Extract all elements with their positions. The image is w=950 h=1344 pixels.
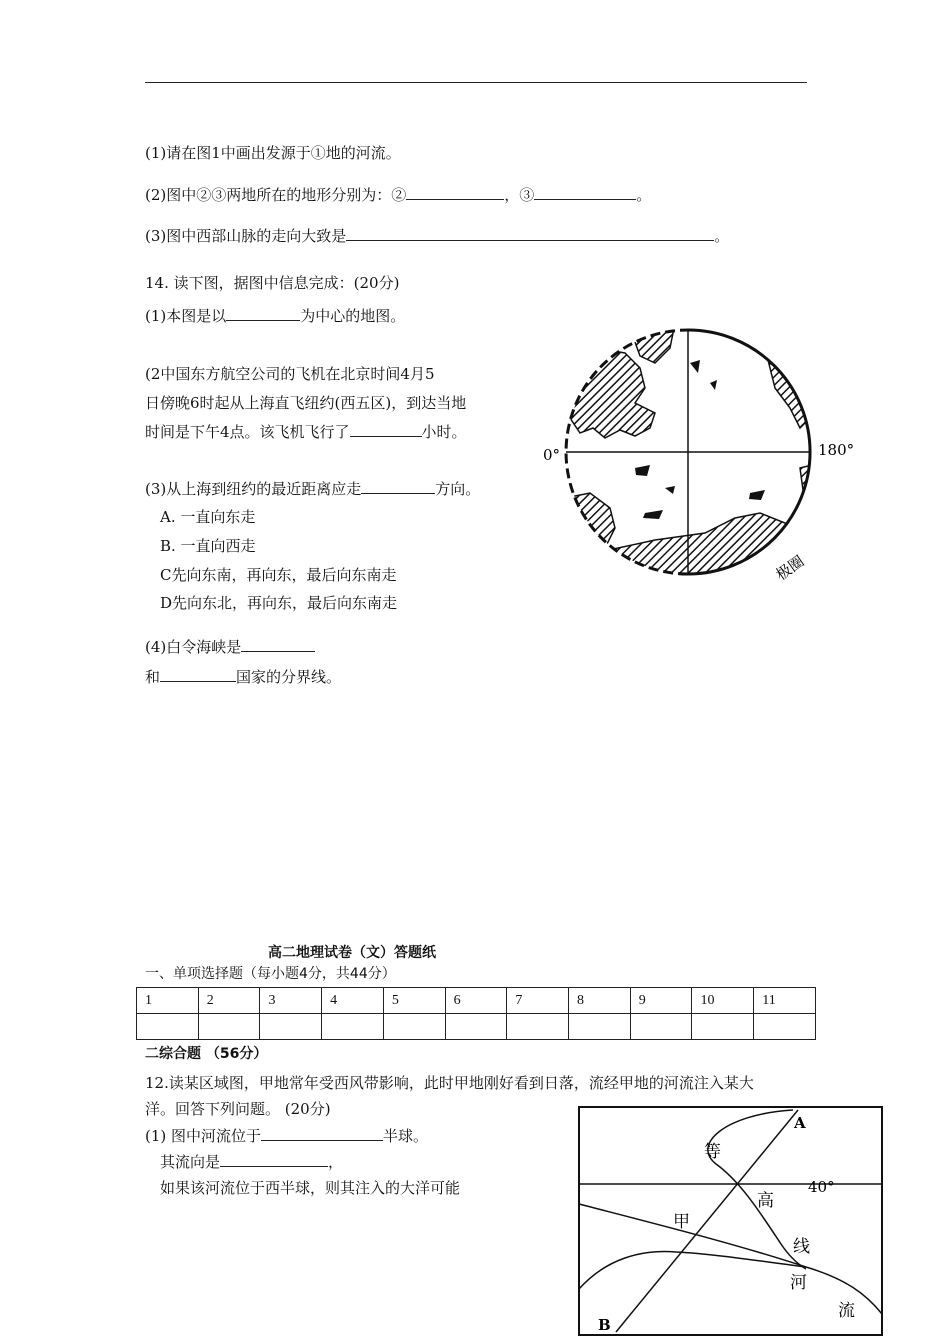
- label-b: B: [598, 1316, 611, 1334]
- question-2-end: 。: [636, 186, 652, 204]
- question-14-part-2-line-1: (2中国东方航空公司的飞机在北京时间4月5: [145, 365, 435, 383]
- question-3: [145, 226, 729, 246]
- answer-cell[interactable]: [507, 1014, 569, 1040]
- answer-blank[interactable]: [261, 1126, 383, 1141]
- answer-cell[interactable]: [692, 1014, 754, 1040]
- question-2-prefix: (2)图中②③两地所在的地形分别为：②: [145, 186, 407, 204]
- question-2-mid: ，③: [504, 186, 535, 204]
- label-gao: 高: [757, 1191, 774, 1211]
- question-14-part-2-line-2: 日傍晚6时起从上海直飞纽约(西五区)，到达当地: [145, 394, 467, 412]
- label-xian: 线: [793, 1237, 810, 1257]
- question-number: 3: [260, 988, 322, 1014]
- question-1: (1)请在图1中画出发源于①地的河流。: [145, 144, 401, 162]
- region-map: [576, 1104, 886, 1340]
- answer-cell[interactable]: [445, 1014, 507, 1040]
- question-number: 5: [383, 988, 445, 1014]
- question-number: 10: [692, 988, 754, 1014]
- answer-blank[interactable]: [361, 479, 435, 494]
- map-frame: [579, 1107, 882, 1335]
- question-12-part-1-ocean: 如果该河流位于西半球，则其注入的大洋可能: [160, 1179, 461, 1197]
- part-4-prefix: (4)白令海峡是: [145, 638, 242, 656]
- question-12-line-1: 12.读某区域图，甲地常年受西风带影响，此时甲地刚好看到日落，流经甲地的河流注入某大: [145, 1074, 754, 1092]
- question-3-end: 。: [714, 227, 730, 245]
- label-40-degree: 40°: [808, 1178, 835, 1196]
- question-number: 2: [198, 988, 260, 1014]
- section-1-heading: 一、单项选择题（每小题4分，共44分）: [145, 966, 396, 982]
- question-3-prefix: (3)图中西部山脉的走向大致是: [145, 227, 347, 245]
- answer-blank[interactable]: [160, 667, 236, 682]
- answer-cell[interactable]: [569, 1014, 631, 1040]
- question-12-part-1: [145, 1126, 428, 1146]
- label-180-degree: 180°: [818, 441, 855, 459]
- question-14-part-3: [145, 479, 480, 499]
- answer-sheet-title: 高二地理试卷（文）答题纸: [268, 945, 436, 961]
- question-number: 11: [754, 988, 816, 1014]
- question-14-part-4-line-2: [145, 667, 341, 687]
- answer-cell[interactable]: [630, 1014, 692, 1040]
- question-number: 1: [137, 988, 199, 1014]
- question-14-part-4-line-1: [145, 637, 315, 657]
- question-number: 7: [507, 988, 569, 1014]
- answer-blank[interactable]: [226, 306, 300, 321]
- part-4-and: 和: [145, 668, 161, 686]
- part-3-prefix: (3)从上海到纽约的最近距离应走: [145, 480, 362, 498]
- part-1-suffix: 半球。: [383, 1127, 429, 1145]
- part-3-suffix: 方向。: [435, 480, 481, 498]
- question-12-part-1-flow: [160, 1152, 343, 1172]
- label-he: 河: [790, 1273, 807, 1293]
- question-12-line-2: 洋。回答下列问题。 (20分): [145, 1100, 331, 1118]
- question-number: 4: [322, 988, 384, 1014]
- option-c[interactable]: C先向东南，再向东，最后向东南走: [160, 566, 397, 584]
- part-1-prefix: (1)本图是以: [145, 307, 227, 325]
- part-2-suffix: 小时。: [421, 423, 467, 441]
- part-4-suffix: 国家的分界线。: [236, 668, 342, 686]
- question-number: 8: [569, 988, 631, 1014]
- answer-blank[interactable]: [350, 422, 422, 437]
- answer-blank[interactable]: [406, 185, 504, 200]
- label-polar-circle: 极圈: [772, 552, 808, 584]
- question-number: 9: [630, 988, 692, 1014]
- question-14-part-2-line-3: [145, 422, 467, 442]
- answer-blank[interactable]: [534, 185, 636, 200]
- header-rule: [145, 82, 807, 83]
- label-liu: 流: [838, 1301, 855, 1321]
- answer-blank[interactable]: [220, 1152, 328, 1167]
- answer-table: [136, 987, 816, 1040]
- label-0-degree: 0°: [543, 446, 561, 464]
- answer-cell[interactable]: [137, 1014, 199, 1040]
- flow-suffix: ，: [328, 1153, 344, 1171]
- option-b[interactable]: B. 一直向西走: [160, 537, 256, 555]
- polar-projection-map: [535, 318, 865, 588]
- section-2-heading: 二综合题 （56分）: [145, 1046, 268, 1062]
- question-2: [145, 185, 651, 205]
- answer-cell[interactable]: [322, 1014, 384, 1040]
- answer-cell[interactable]: [198, 1014, 260, 1040]
- part-2-prefix: 时间是下午4点。该飞机飞行了: [145, 423, 350, 441]
- label-deng: 等: [704, 1142, 721, 1162]
- question-14-part-1: [145, 306, 405, 326]
- label-jia: 甲: [673, 1212, 690, 1232]
- option-a[interactable]: A. 一直向东走: [160, 508, 256, 526]
- table-row: [137, 1014, 816, 1040]
- flow-prefix: 其流向是: [160, 1153, 221, 1171]
- question-14-heading: 14. 读下图，据图中信息完成：(20分): [145, 274, 400, 292]
- answer-cell[interactable]: [754, 1014, 816, 1040]
- answer-cell[interactable]: [260, 1014, 322, 1040]
- option-d[interactable]: D先向东北，再向东，最后向东南走: [160, 594, 398, 612]
- answer-cell[interactable]: [383, 1014, 445, 1040]
- part-1-prefix: (1) 图中河流位于: [145, 1127, 262, 1145]
- part-1-suffix: 为中心的地图。: [300, 307, 406, 325]
- question-number: 6: [445, 988, 507, 1014]
- table-row: [137, 988, 816, 1014]
- answer-blank[interactable]: [241, 637, 315, 652]
- answer-blank[interactable]: [346, 226, 714, 241]
- label-a: A: [794, 1114, 806, 1132]
